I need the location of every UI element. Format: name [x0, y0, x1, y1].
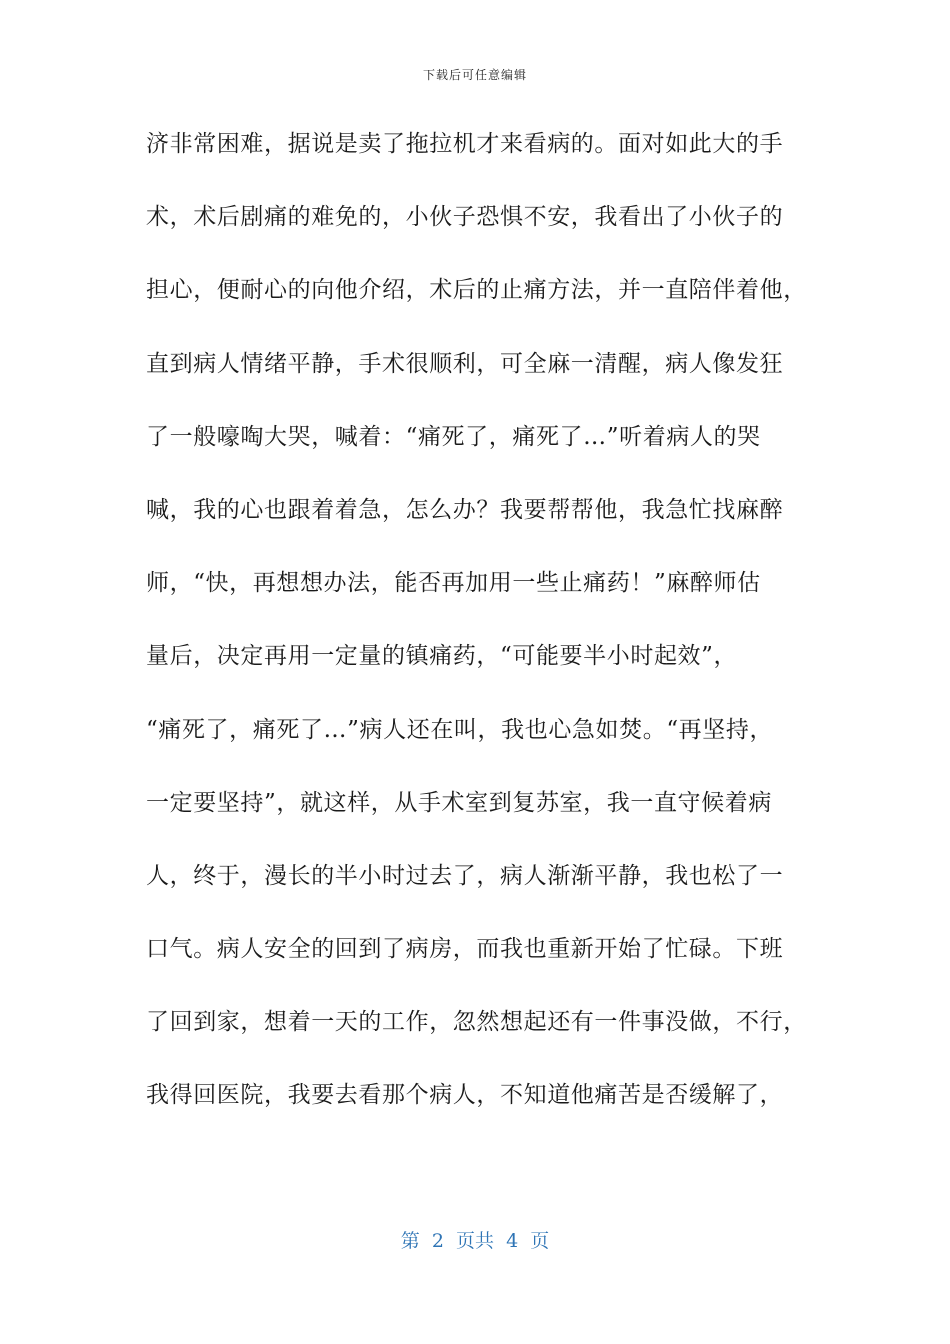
text-line: 我得回医院，我要去看那个病人，不知道他痛苦是否缓解了，: [146, 1082, 784, 1109]
text-line: 量后，决定再用一定量的镇痛药，“可能要半小时起效”，: [146, 643, 738, 670]
body-text: [146, 122, 816, 1147]
text-line: 直到病人情绪平静，手术很顺利，可全麻一清醒，病人像发狂: [146, 350, 784, 377]
text-line: 术，术后剧痛的难免的，小伙子恐惧不安，我看出了小伙子的: [146, 204, 784, 231]
text-line: 一定要坚持”，就这样，从手术室到复苏室，我一直守候着病: [146, 789, 772, 816]
text-line: 喊，我的心也跟着着急，怎么办？我要帮帮他，我急忙找麻醉: [146, 496, 784, 523]
text-line: 师，“快，再想想办法，能否再加用一些止痛药！”麻醉师估: [146, 570, 761, 597]
text-line: 了回到家，想着一天的工作，忽然想起还有一件事没做，不行，: [146, 1009, 807, 1036]
text-line: “痛死了，痛死了…”病人还在叫，我也心急如焚。“再坚持，: [146, 716, 774, 743]
text-line: 济非常困难，据说是卖了拖拉机才来看病的。面对如此大的手: [146, 131, 784, 157]
text-line: 了一般嚎啕大哭，喊着：“痛死了，痛死了…”听着病人的哭: [146, 423, 761, 450]
page-number-footer: 第 2 页共 4 页: [400, 1230, 550, 1252]
text-line: 担心，便耐心的向他介绍，术后的止痛方法，并一直陪伴着他，: [146, 277, 807, 304]
text-line: 口气。病人安全的回到了病房，而我也重新开始了忙碌。下班: [146, 936, 784, 963]
text-line: 人，终于，漫长的半小时过去了，病人渐渐平静，我也松了一: [146, 862, 784, 889]
page-header: 下载后可任意编辑: [422, 68, 527, 82]
